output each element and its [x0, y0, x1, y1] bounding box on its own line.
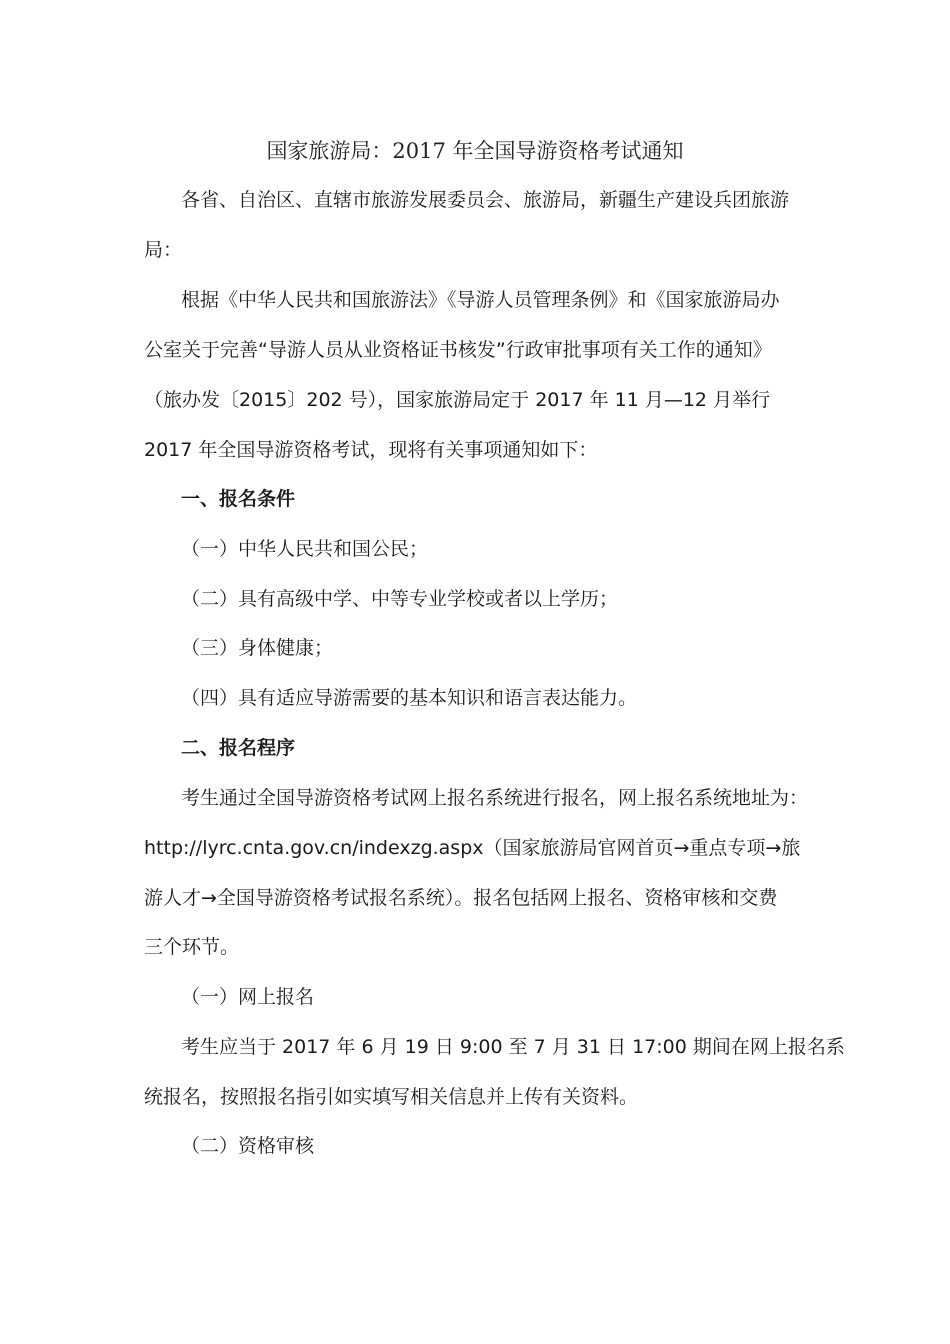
subsection-heading-online: （一）网上报名: [181, 986, 315, 1008]
document-title: 国家旅游局：2017 年全国导游资格考试通知: [266, 139, 684, 163]
section-heading-procedure: 二、报名程序: [181, 737, 296, 759]
online-line: 考生应当于 2017 年 6 月 19 日 9:00 至 7 月 31 日 17:00 期间在网上报名系: [181, 1036, 845, 1058]
procedure-line: 三个环节。: [144, 936, 240, 958]
intro-line: 根据《中华人民共和国旅游法》《导游人员管理条例》和《国家旅游局办: [181, 289, 780, 311]
intro-line: 公室关于完善“导游人员从业资格证书核发”行政审批事项有关工作的通知》: [144, 339, 772, 361]
list-item: （二）具有高级中学、中等专业学校或者以上学历；: [181, 588, 619, 610]
procedure-url-line: http://lyrc.cnta.gov.cn/indexzg.aspx（国家旅游局官网首页→重点专项→旅: [144, 837, 801, 859]
intro-line: 2017 年全国导游资格考试，现将有关事项通知如下：: [144, 439, 598, 461]
list-item: （三）身体健康；: [181, 637, 334, 659]
procedure-line: 考生通过全国导游资格考试网上报名系统进行报名，网上报名系统地址为：: [181, 787, 809, 809]
subsection-heading-review: （二）资格审核: [181, 1135, 315, 1157]
list-item: （一）中华人民共和国公民；: [181, 538, 429, 560]
list-item: （四）具有适应导游需要的基本知识和语言表达能力。: [181, 687, 638, 709]
online-line: 统报名，按照报名指引如实填写相关信息并上传有关资料。: [144, 1086, 639, 1108]
intro-line: （旅办发〔2015〕202 号），国家旅游局定于 2017 年 11 月—12 月举行: [144, 389, 771, 411]
section-heading-conditions: 一、报名条件: [181, 488, 296, 510]
salutation-line: 各省、自治区、直辖市旅游发展委员会、旅游局，新疆生产建设兵团旅游: [181, 189, 790, 211]
salutation-line: 局：: [144, 239, 183, 261]
procedure-line: 游人才→全国导游资格考试报名系统）。报名包括网上报名、资格审核和交费: [144, 887, 778, 909]
